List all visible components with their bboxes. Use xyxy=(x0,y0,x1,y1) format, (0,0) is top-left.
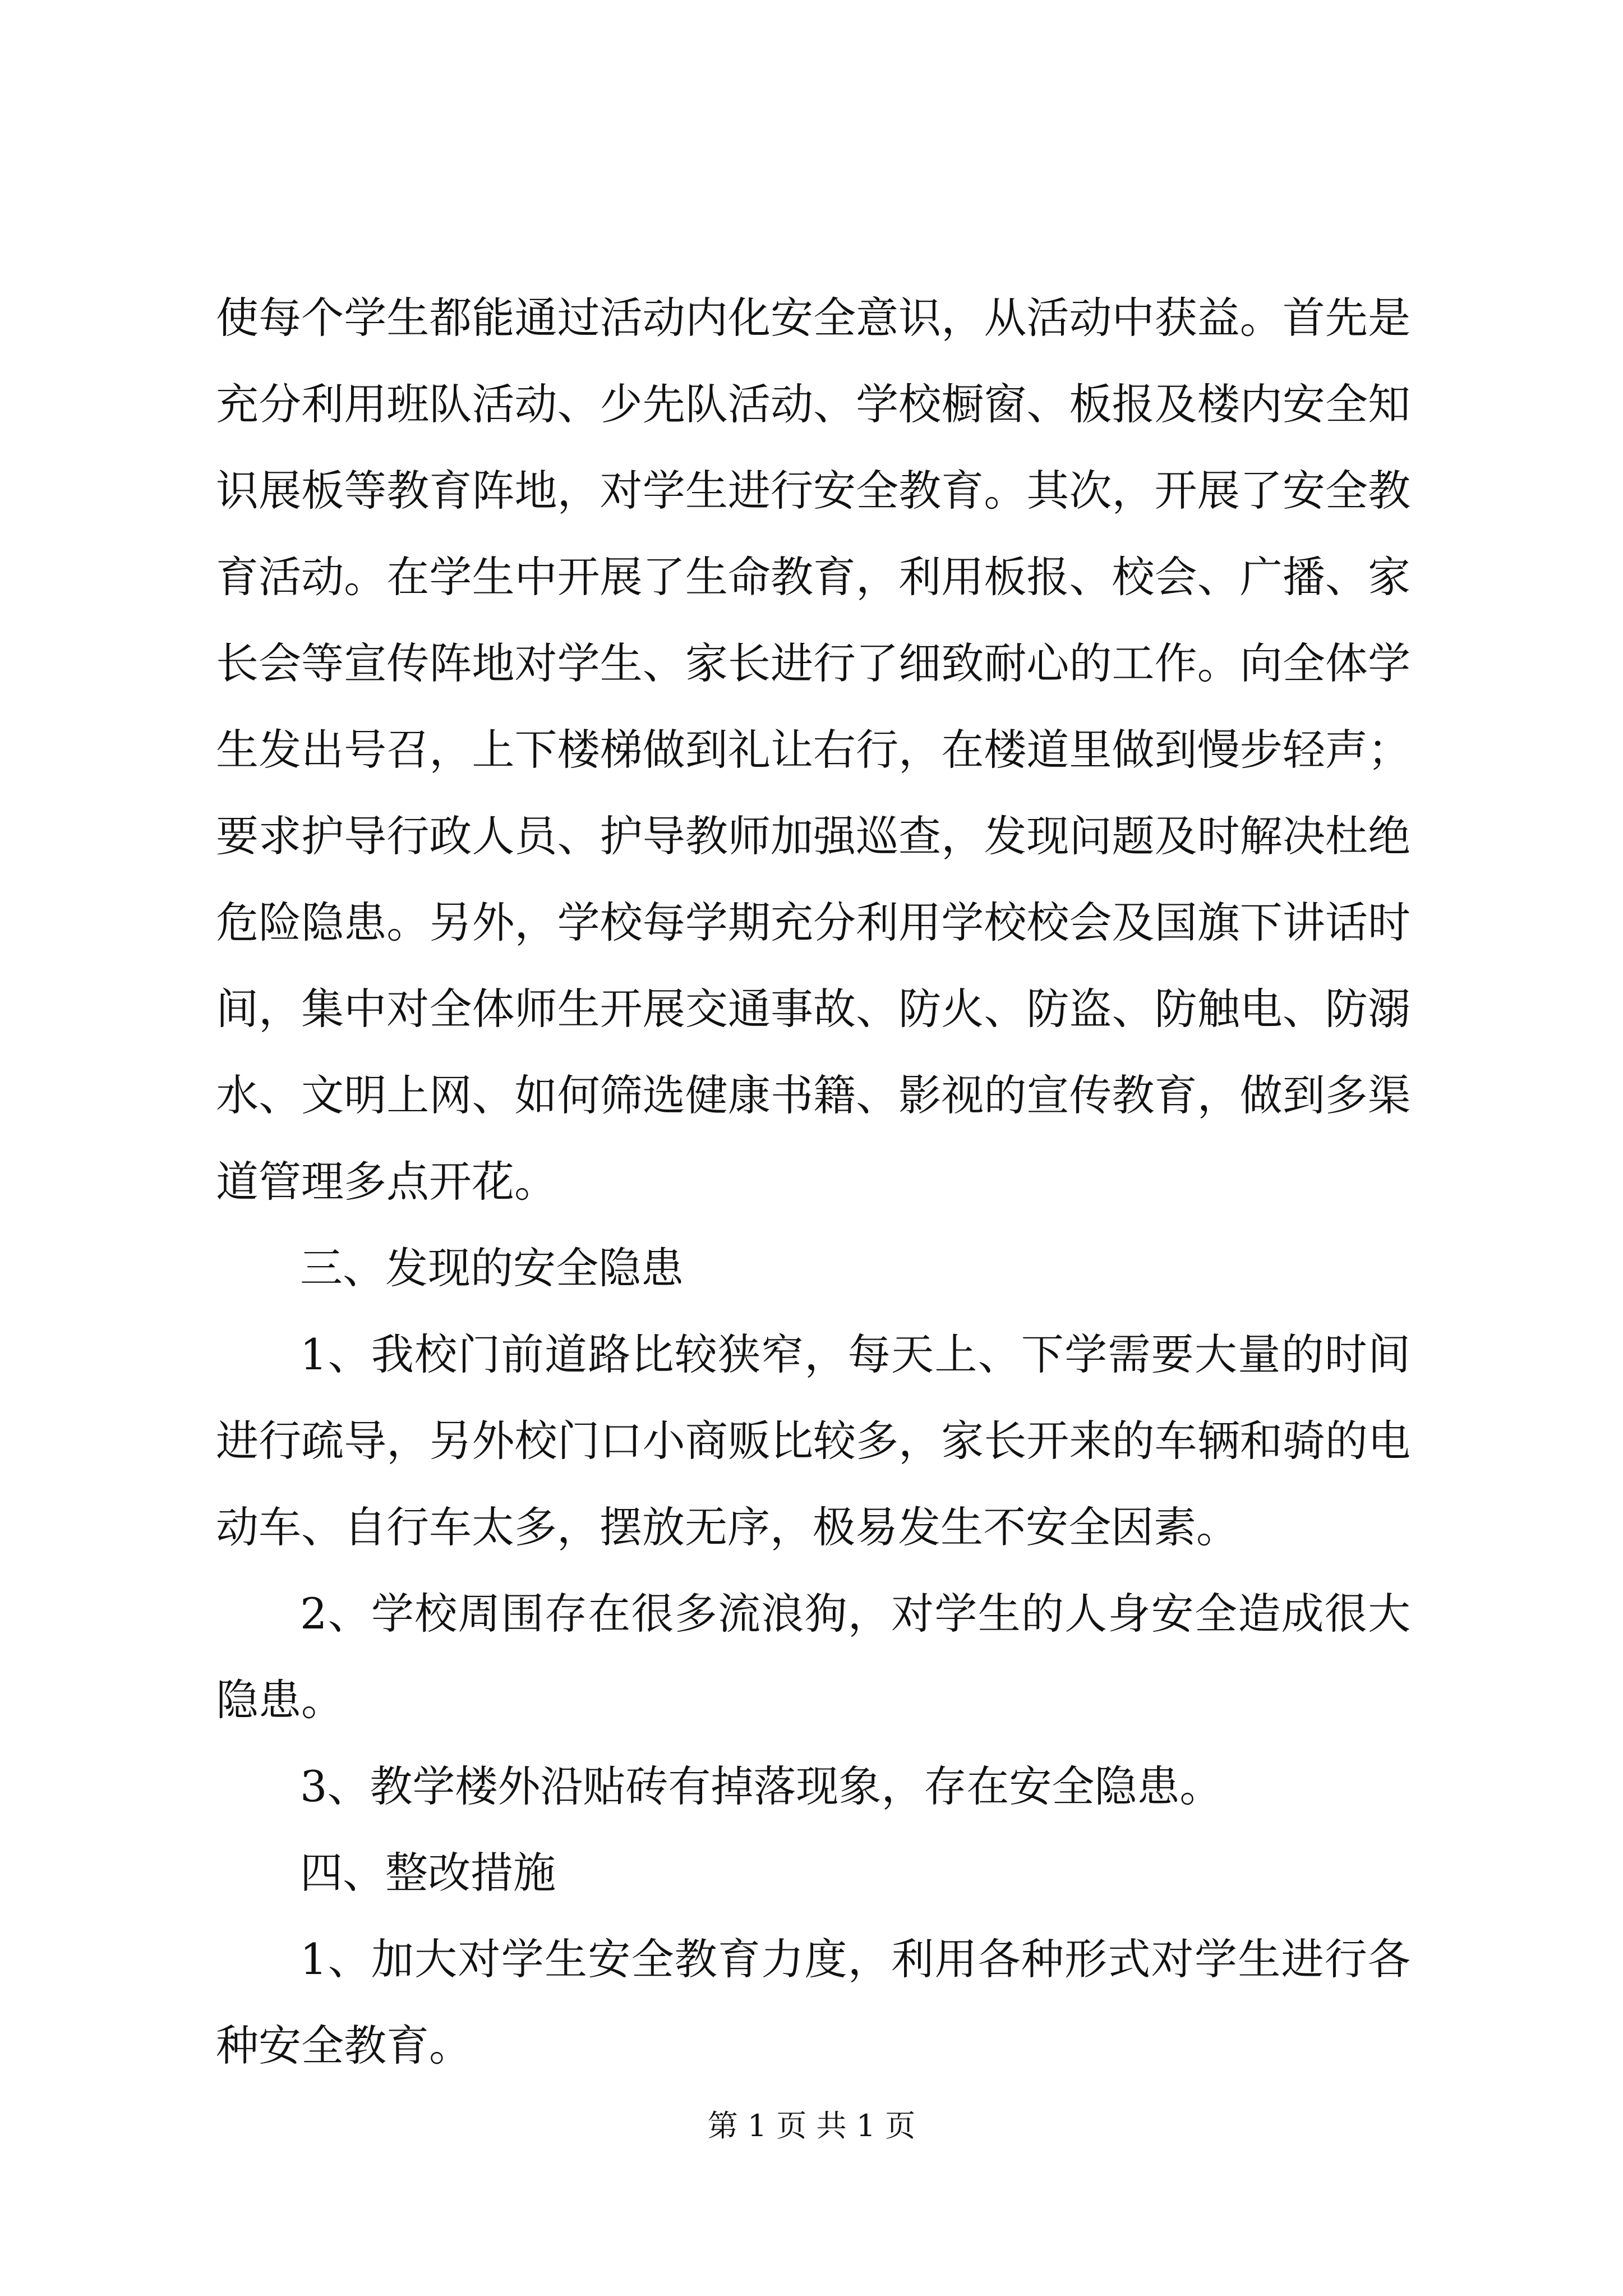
paragraph-line: 要求护导行政人员、护导教师加强巡查，发现问题及时解决杜绝 xyxy=(216,811,1410,861)
paragraph-line: 动车、自行车太多，摆放无序，极易发生不安全因素。 xyxy=(216,1502,1239,1552)
paragraph-line: 育活动。在学生中开展了生命教育，利用板报、校会、广播、家 xyxy=(216,552,1410,602)
paragraph-line: 水、文明上网、如何筛选健康书籍、影视的宣传教育，做到多渠 xyxy=(216,1070,1410,1120)
paragraph-line: 道管理多点开花。 xyxy=(216,1157,557,1207)
page-number-footer: 第 1 页 共 1 页 xyxy=(707,2108,916,2143)
paragraph-line: 进行疏导，另外校门口小商贩比较多，家长开来的车辆和骑的电 xyxy=(216,1416,1410,1466)
paragraph-line: 长会等宣传阵地对学生、家长进行了细致耐心的工作。向全体学 xyxy=(216,638,1410,688)
paragraph-line: 隐患。 xyxy=(216,1675,344,1725)
paragraph-line: 3、教学楼外沿贴砖有掉落现象，存在安全隐患。 xyxy=(300,1761,1223,1811)
section-heading: 四、整改措施 xyxy=(300,1848,556,1898)
paragraph-line: 充分利用班队活动、少先队活动、学校橱窗、板报及楼内安全知 xyxy=(216,379,1410,429)
paragraph-line: 识展板等教育阵地，对学生进行安全教育。其次，开展了安全教 xyxy=(216,466,1410,516)
section-heading: 三、发现的安全隐患 xyxy=(300,1243,684,1293)
document-body xyxy=(216,275,1410,2089)
paragraph-line: 间，集中对全体师生开展交通事故、防火、防盗、防触电、防溺 xyxy=(216,984,1410,1034)
paragraph-line: 生发出号召，上下楼梯做到礼让右行，在楼道里做到慢步轻声； xyxy=(216,725,1410,775)
paragraph-line: 1、加大对学生安全教育力度，利用各种形式对学生进行各 xyxy=(300,1934,1410,1984)
paragraph-line: 1、我校门前道路比较狭窄，每天上、下学需要大量的时间 xyxy=(300,1329,1410,1379)
paragraph-line: 2、学校周围存在很多流浪狗，对学生的人身安全造成很大 xyxy=(300,1589,1410,1639)
paragraph-line: 使每个学生都能通过活动内化安全意识，从活动中获益。首先是 xyxy=(216,293,1410,343)
paragraph-line: 种安全教育。 xyxy=(216,2021,472,2070)
paragraph-line: 危险隐患。另外，学校每学期充分利用学校校会及国旗下讲话时 xyxy=(216,898,1410,947)
